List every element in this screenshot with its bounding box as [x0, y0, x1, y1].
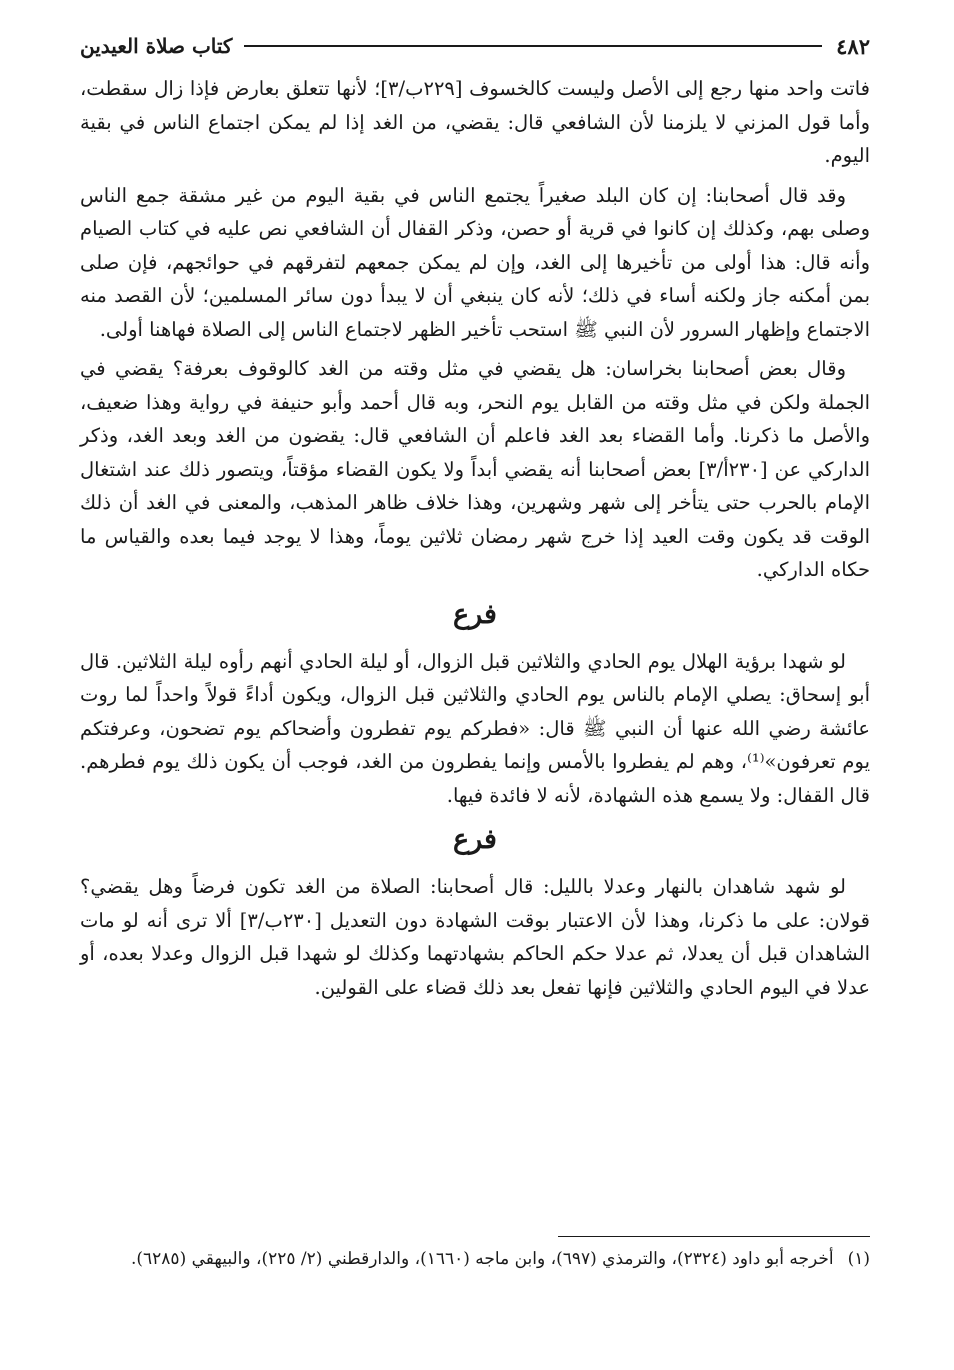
section-heading: فرع: [453, 598, 497, 630]
page-header: [80, 26, 870, 66]
header-rule: [244, 45, 822, 47]
footnote-number: (١): [847, 1249, 870, 1269]
footnote-area: [80, 1236, 870, 1274]
footnote: [80, 1245, 870, 1274]
section-heading: فرع: [453, 824, 497, 855]
paragraph: وقال بعض أصحابنا بخراسان: هل يقضي في مثل وقته من الغد كالوقوف بعرفة؟ يقضي في الجملة ولكن في مثل وقته من القابل يوم النحر، وبه قال أحمد وأبو حنيفة في رواية وهذا ضعيف، والأصل ما ذكرنا. وأما القضاء بعد الغد فاعلم أن الشافعي قال: يقضون من الغد وبعد الغد، وذكر الداركي عن [٢٣٠أ/٣] بعض أصحابنا أنه يقضي أبداً ولا يكون القضاء مؤقتاً، ويتصور ذلك عند اشتغال الإمام بالحرب حتى يتأخر إلى شهر وشهرين، وهذا خلاف ظاهر المذهب، والمعنى في الغد أن ذلك الوقت قد يكون وقت العيد إذا خرج شهر رمضان ثلاثين يوماً، وهذا لا يوجد فيما بعده والقياس ما حكاه الداركي.: [80, 357, 871, 581]
paragraph: فاتت واحد منها رجع إلى الأصل وليست كالخسوف [٢٢٩ب/٣]؛ لأنها تتعلق بعارض فإذا زال سقطت، وأما قول المزني لا يلزمنا لأن الشافعي قال: يقضي، من الغد إذا لم يمكن اجتماع الناس في بقية اليوم.: [80, 77, 870, 167]
body-text: [80, 72, 870, 1004]
running-title: كتاب صلاة العيدين: [80, 34, 233, 58]
paragraph: وقد قال أصحابنا: إن كان البلد صغيراً يجتمع الناس في بقية اليوم من غير مشقة جمع الناس وصلى بهم، وكذلك إن كانوا في قرية أو حصن، وذكر القفال أن الشافعي نص عليه في كتاب الصيام وأنه قال: هذا أولى من تأخيرها إلى الغد، وإن لم يمكن جمعهم لتفرقهم في حوائجهم، فإن صلى بمن أمكنه جاز ولكنه أساء في ذلك؛ لأنه كان ينبغي أن لا يبدأ دون سائر المسلمين؛ لأن القصد منه الاجتماع وإظهار السرور لأن النبي ﷺ استحب تأخير الظهر لاجتماع الناس إلى الصلاة فهاهنا أولى.: [80, 183, 870, 341]
page: [80, 26, 870, 1010]
page-number: ٤٨٢: [836, 33, 870, 59]
footnote-text: أخرجه أبو داود (٢٣٢٤)، والترمذي (٦٩٧)، وابن ماجه (١٦٦٠)، والدارقطني (٢/ ٢٢٥)، والبيهقي (٦٢٨٥).: [130, 1249, 834, 1269]
paragraph: لو شهدا برؤية الهلال يوم الحادي والثلاثين قبل الزوال، أو ليلة الحادي أنهم رأوه ليلة الثلاثين. قال أبو إسحاق: يصلي الإمام بالناس يوم الحادي والثلاثين قبل الزوال، ويكون أداءً قولاً واحداً لما روت عائشة رضي الله عنها أن النبي ﷺ قال: «فطركم يوم تفطرون وأضحاكم يوم تضحون، وعرفتكم يوم تعرفون»⁽¹⁾، وهم لم يفطروا بالأمس وإنما يفطرون من الغد، فوجب أن يكون ذلك يوم فطرهم. قال القفال: ولا يسمع هذه الشهادة، لأنه لا فائدة فيها.: [80, 649, 870, 807]
paragraph: لو شهد شاهدان بالنهار وعدلا بالليل: قال أصحابنا: الصلاة من الغد تكون فرضاً وهل يقضي؟ قولان: على ما ذكرنا، وهذا لأن الاعتبار بوقت الشهادة دون التعديل [٢٣٠ب/٣] ألا ترى أنه لو مات الشاهدان قبل أن يعدلا، ثم عدلا حكم الحاكم بشهادتهما وكذلك لو شهدا قبل الزوال وعدلا بعده، أو عدلا في اليوم الحادي والثلاثين فإنها تفعل بعد ذلك قضاء على القولين.: [80, 875, 870, 999]
footnote-rule: [558, 1236, 870, 1237]
